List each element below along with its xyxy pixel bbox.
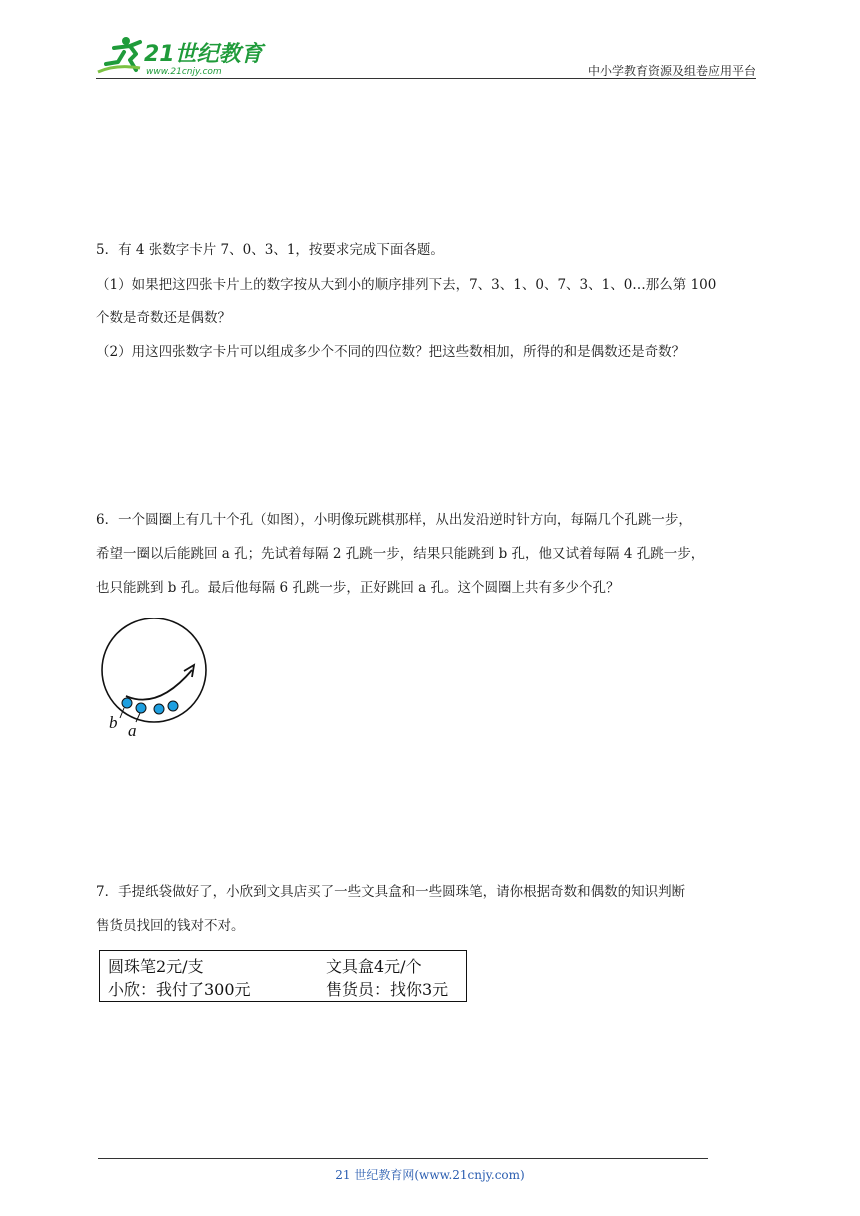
pen-price: 圆珠笔2元/支 bbox=[108, 957, 204, 976]
q6-line1: 6．一个圆圈上有几十个孔（如图），小明像玩跳棋那样，从出发沿逆时针方向，每隔几个孔跳一步， bbox=[96, 512, 692, 528]
q5-stem: 5．有 4 张数字卡片 7、0、3、1，按要求完成下面各题。 bbox=[96, 242, 444, 258]
label-a: a bbox=[128, 721, 137, 740]
arrow-head-icon bbox=[184, 665, 194, 677]
q5-part2: （2）用这四张数字卡片可以组成多少个不同的四位数？把这些数相加，所得的和是偶数还是奇数？ bbox=[96, 344, 686, 360]
footer-text: 21 世纪教育网(www.21cnjy.com) bbox=[335, 1168, 525, 1182]
q7-line2: 售货员找回的钱对不对。 bbox=[96, 918, 245, 934]
price-info-box bbox=[99, 950, 467, 1002]
q6-line3: 也只能跳到 b 孔。最后他每隔 6 孔跳一步，正好跳回 a 孔。这个圆圈上共有多少个孔？ bbox=[96, 580, 620, 596]
q5-part1-line2: 个数是奇数还是偶数？ bbox=[96, 310, 231, 326]
site-logo bbox=[96, 34, 266, 78]
q6-line2: 希望一圈以后能跳回 a 孔；先试着每隔 2 孔跳一步，结果只能跳到 b 孔，他又试着每隔 4 孔跳一步， bbox=[96, 546, 705, 562]
logo-url: www.21cnjy.com bbox=[146, 67, 222, 77]
xiaoxin-payment: 小欣：我付了300元 bbox=[108, 980, 251, 999]
jump-arrow bbox=[126, 670, 192, 700]
platform-name: 中小学教育资源及组卷应用平台 bbox=[587, 64, 756, 78]
hole bbox=[154, 704, 164, 714]
runner-icon bbox=[98, 37, 140, 72]
header-divider bbox=[96, 78, 756, 79]
logo-text: 21世纪教育 bbox=[144, 42, 263, 67]
q7-line1: 7．手提纸袋做好了，小欣到文具店买了一些文具盒和一些圆珠笔，请你根据奇数和偶数的知识判断 bbox=[96, 884, 686, 900]
label-b: b bbox=[109, 713, 118, 732]
holes-circle-figure bbox=[96, 618, 216, 740]
hole-a bbox=[136, 703, 146, 713]
box-price: 文具盒4元/个 bbox=[326, 957, 422, 976]
ring bbox=[102, 618, 206, 722]
clerk-change: 售货员：找你3元 bbox=[326, 980, 449, 999]
footer-divider bbox=[98, 1158, 708, 1159]
q5-part1-line1: （1）如果把这四张卡片上的数字按从大到小的顺序排列下去，7、3、1、0、7、3、1、0…那么第 100 bbox=[96, 277, 717, 293]
hole bbox=[168, 701, 178, 711]
hole-b bbox=[122, 698, 132, 708]
